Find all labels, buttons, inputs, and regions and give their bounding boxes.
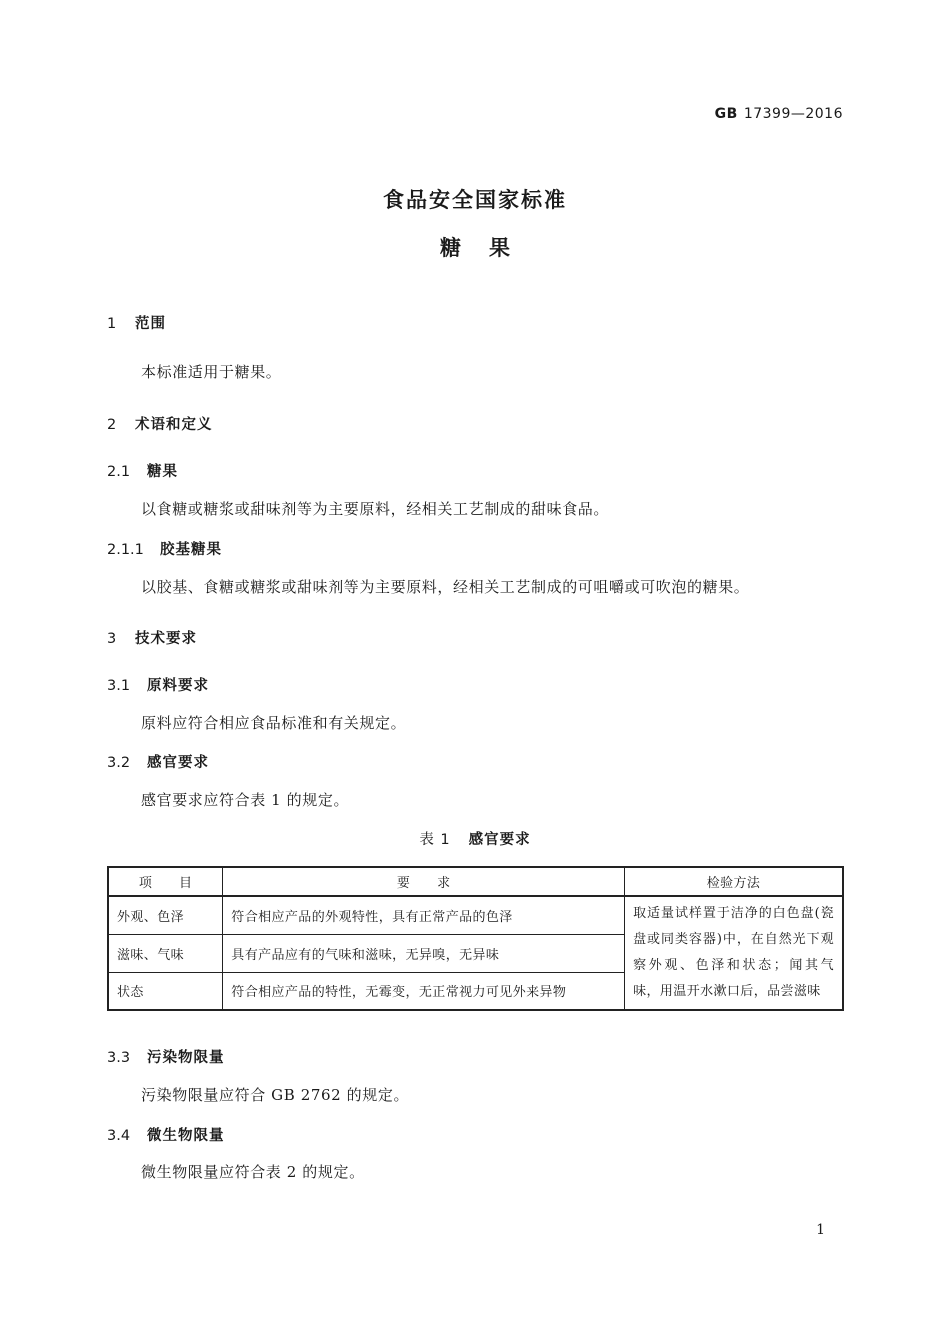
section-3-heading [107,627,197,648]
row-item: 滋味、气味 [108,934,223,972]
section-2-heading [107,413,213,434]
section-1-heading [107,312,166,333]
row-requirement: 符合相应产品的外观特性，具有正常产品的色泽 [223,896,625,934]
section-3-1-heading [107,674,209,695]
section-title: 糖果 [147,464,178,480]
section-number: 1 [107,316,117,332]
section-number: 3.4 [107,1128,131,1144]
section-3-2-text: 感官要求应符合表 1 的规定。 [141,791,350,809]
row-item: 状态 [108,972,223,1010]
section-title: 范围 [135,316,166,332]
table-title: 感官要求 [468,832,531,848]
section-title: 污染物限量 [147,1050,225,1066]
header-item: 项 目 [108,867,223,896]
row-requirement: 具有产品应有的气味和滋味，无异嗅，无异味 [223,934,625,972]
standard-code: 17399—2016 [743,106,843,122]
row-item: 外观、色泽 [108,896,223,934]
section-number: 3.2 [107,755,131,771]
section-1-text: 本标准适用于糖果。 [141,363,282,381]
section-number: 3.3 [107,1050,131,1066]
row-requirement: 符合相应产品的特性，无霉变，无正常视力可见外来异物 [223,972,625,1010]
section-number: 2.1 [107,464,131,480]
section-number: 2 [107,417,117,433]
section-number: 3 [107,631,117,647]
section-3-1-text: 原料应符合相应食品标准和有关规定。 [141,714,407,732]
document-subtitle: 糖果 [440,236,538,260]
document-title: 食品安全国家标准 [383,188,567,212]
section-3-3-heading [107,1046,225,1067]
section-3-4-text: 微生物限量应符合表 2 的规定。 [141,1163,365,1181]
section-title: 术语和定义 [135,417,213,433]
section-2-1-1-heading [107,538,222,559]
section-title: 感官要求 [147,755,209,771]
page-number: 1 [816,1222,825,1238]
header-requirement: 要 求 [223,867,625,896]
section-number: 2.1.1 [107,542,144,558]
section-title: 胶基糖果 [160,542,222,558]
table-row [108,896,843,934]
table-caption [0,828,950,849]
header-method: 检验方法 [625,867,843,896]
section-title: 技术要求 [135,631,197,647]
section-number: 3.1 [107,678,131,694]
section-title: 原料要求 [147,678,209,694]
section-2-1-1-text: 以胶基、食糖或糖浆或甜味剂等为主要原料，经相关工艺制成的可咀嚼或可吹泡的糖果。 [141,578,750,596]
sensory-requirements-table [107,866,844,1011]
table-number: 表 1 [419,832,451,848]
section-title: 微生物限量 [147,1128,225,1144]
section-2-1-heading [107,460,178,481]
table-header-row [108,867,843,896]
section-2-1-text: 以食糖或糖浆或甜味剂等为主要原料，经相关工艺制成的甜味食品。 [141,500,610,518]
standard-prefix: GB [714,106,738,122]
section-3-4-heading [107,1124,225,1145]
inspection-method: 取适量试样置于洁净的白色盘(瓷盘或同类容器)中，在自然光下观察外观、色泽和状态；闻其气味，用温开水漱口后，品尝滋味 [625,896,843,1010]
standard-number [715,106,843,122]
section-3-2-heading [107,751,209,772]
section-3-3-text: 污染物限量应符合 GB 2762 的规定。 [141,1086,410,1104]
